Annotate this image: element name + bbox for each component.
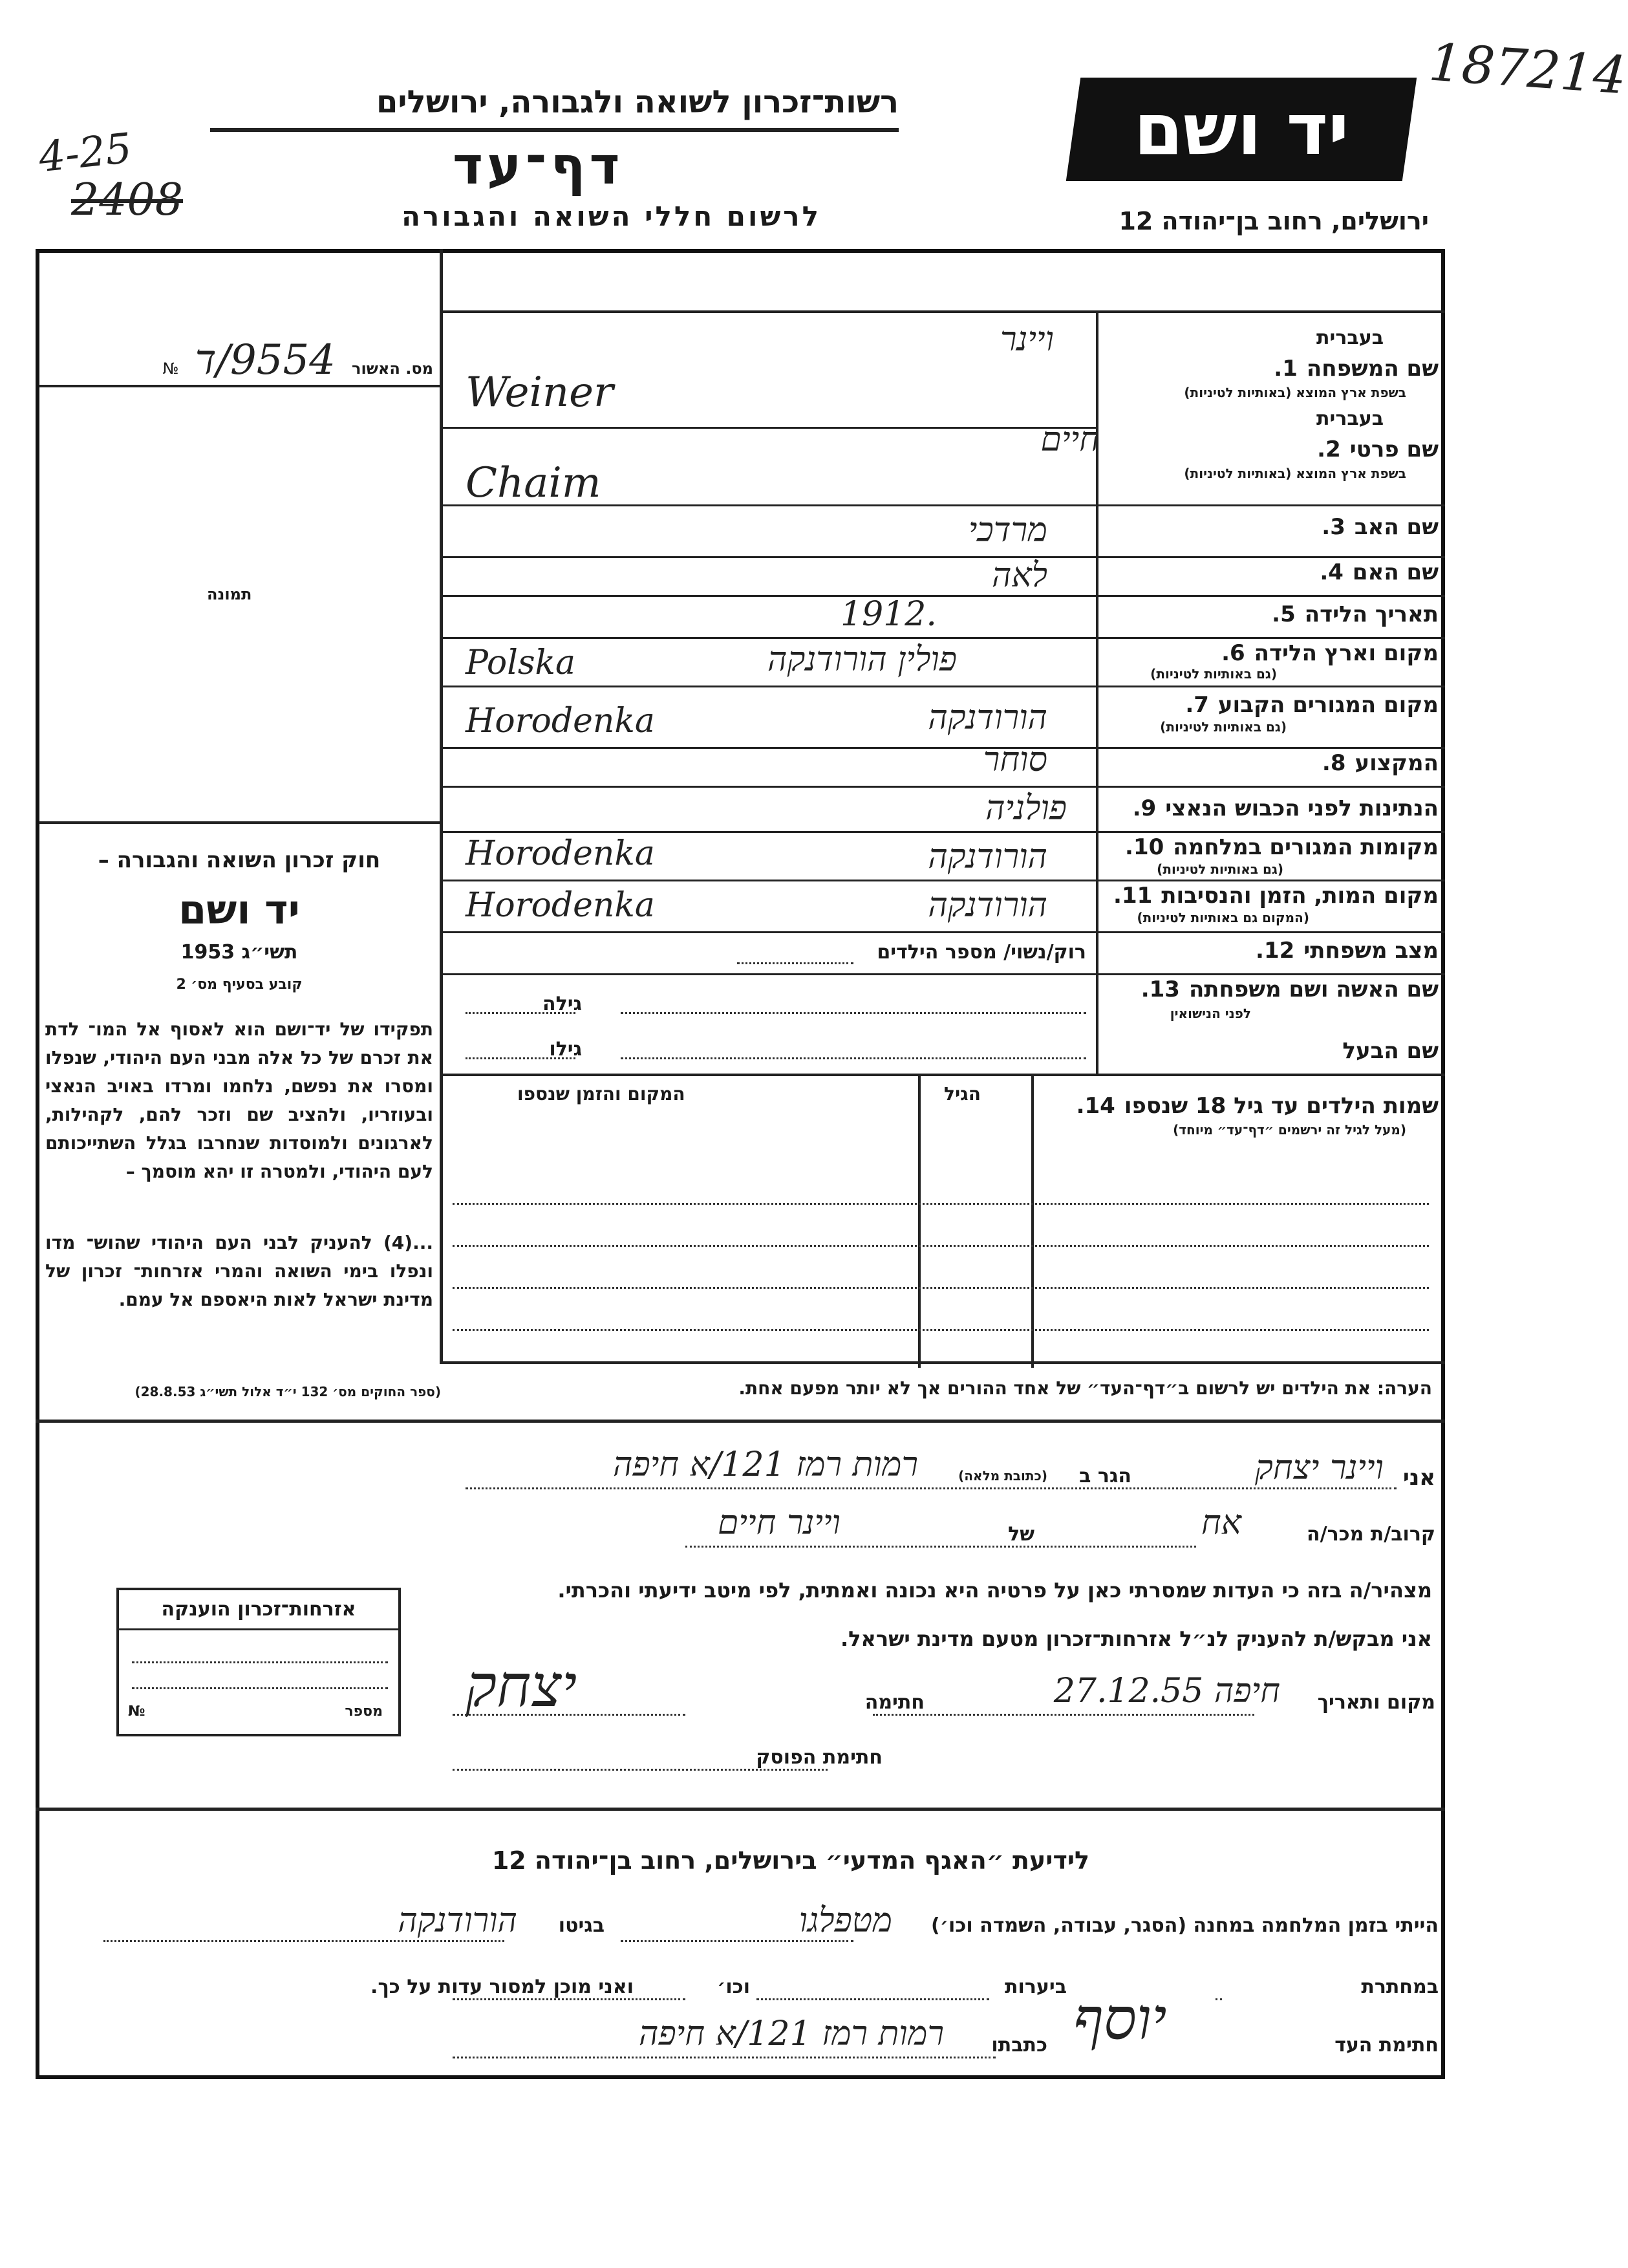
field-3-label: שם האב3. — [1322, 514, 1439, 540]
field-2-num: 2. — [1317, 437, 1341, 462]
field-12-value-label: רוק/נשוי/ מספר הילדים — [877, 941, 1086, 964]
field-2-heb-value: חיים — [1040, 420, 1099, 459]
law-text-2: ...(4) להעניק לבני העם היהודי שהוש־ מדו ונפלו בימי השואה והמרי אזרחות־ זכרון של מדינת ישראל לאות היאספם אל עמם. — [45, 1232, 433, 1310]
children-row — [453, 1287, 1429, 1289]
forests-label: ביערות — [1005, 1976, 1067, 1998]
law-clause: קובע בסעיף מס׳ 2 — [176, 977, 303, 993]
field-1-heb-value: ויינר — [1000, 320, 1054, 359]
camp-line — [621, 1940, 853, 1942]
underground-label: במחתרת — [1361, 1976, 1439, 1998]
law-title: חוק זכרון השואה והגבורה – — [98, 847, 381, 873]
field-7-sub: (גם באותיות לטיניות) — [1160, 719, 1287, 735]
field-1-heb-tag: בעברית — [1316, 327, 1384, 349]
law-name: יד ושם — [178, 886, 300, 933]
children-row — [453, 1245, 1429, 1247]
declarant-line — [466, 1487, 1397, 1489]
citizenship-line — [132, 1687, 388, 1689]
husband-age-label: גילו — [549, 1038, 582, 1061]
field-10-latin-value: Horodenka — [466, 834, 655, 873]
field-10-sub: (גם באותיות לטיניות) — [1157, 861, 1283, 877]
row-line — [440, 1074, 1445, 1076]
row-line — [440, 973, 1445, 975]
field-7-latin-value: Horodenka — [466, 702, 655, 740]
field-13-num: 13. — [1141, 977, 1180, 1002]
row-line — [440, 880, 1445, 881]
logo — [1066, 78, 1417, 181]
row-line — [440, 637, 1445, 639]
citizenship-title: אזרחות־זכרון הוענקה — [161, 1598, 356, 1621]
field-12-children-line — [737, 962, 853, 964]
forests-line — [756, 1998, 989, 2000]
citizenship-box — [116, 1588, 401, 1736]
husband-label: שם הבעל — [1342, 1038, 1439, 1064]
children-sub: (מעל לגיל זה ירשמים ״דף־עד״ מיוחד) — [1173, 1122, 1406, 1138]
place-date-label: מקום ותאריך — [1317, 1691, 1435, 1714]
law-year: תשי״ג 1953 — [180, 941, 298, 964]
address-line — [453, 2057, 996, 2058]
declaration-bottom-line — [36, 1808, 1445, 1811]
field-2-latin-value: Chaim — [466, 459, 601, 507]
field-9-label: הנתינות לפני הכבוש הנאצי9. — [1132, 795, 1439, 821]
address-label: כתבתו — [991, 2034, 1047, 2057]
form-subtitle: לרשום חללי השואה והגבורה — [402, 200, 821, 232]
field-11-latin-value: Horodenka — [466, 886, 655, 925]
field-8-label: המקצוע8. — [1322, 750, 1439, 776]
citizenship-number-label: מספר — [345, 1703, 383, 1720]
note-bottom-line — [36, 1420, 1445, 1423]
field-4-label: שם האם4. — [1320, 559, 1439, 585]
field-7-num: 7. — [1185, 692, 1209, 718]
field-10-value: הורודנקה — [928, 837, 1047, 876]
approval-no-mark: № — [162, 360, 179, 378]
of-label: של — [1008, 1523, 1034, 1546]
place-date-line — [873, 1714, 1254, 1716]
citizenship-line — [132, 1661, 388, 1663]
corner-note-bottom: 2408 — [71, 175, 184, 226]
children-col-place: המקום והזמן שנספו — [517, 1083, 685, 1105]
corner-note-top: 4-25 — [36, 124, 134, 182]
statement-1: מצהיר/ה בזה כי העדות שמסרתי כאן על פרטיה היא נכונה ואמתית, לפי מיטב ידיעתי והכרתי. — [557, 1578, 1432, 1603]
field-11-label: מקום המות, הזמן והנסיבות11. — [1113, 883, 1439, 909]
resident-label: הגר ב — [1079, 1465, 1131, 1487]
field-1-num: 1. — [1274, 356, 1298, 382]
signature-line — [453, 1714, 685, 1716]
ghetto-line — [103, 1940, 504, 1942]
field-6-label: מקום וארץ הלידה6. — [1221, 640, 1439, 666]
field-11-num: 11. — [1113, 883, 1153, 909]
camp-value: מטפלגו — [798, 1901, 892, 1940]
row-line — [440, 831, 1445, 833]
field-11-sub: (המקום גם באותיות לטיניות) — [1137, 910, 1309, 925]
row-line — [440, 747, 1445, 749]
declaration-ani-label: אני — [1402, 1465, 1435, 1491]
relative-label: קרוב/ת מכר/ה — [1307, 1523, 1435, 1546]
field-9-num: 9. — [1132, 795, 1157, 821]
was-label: הייתי בזמן המלחמה במחנה (הסגר, עבודה, השמדה וכו׳) — [931, 1914, 1439, 1937]
row-line — [440, 595, 1445, 597]
field-6-num: 6. — [1221, 640, 1245, 666]
field-7-value: הורודנקה — [928, 698, 1047, 737]
note: הערה: את הילדים יש לרשום ב״דף־העד״ של אחד ההורים אך לא יותר מפעם אחת. — [738, 1377, 1432, 1399]
address: ירושלים, רחוב בן־יהודה 12 — [1119, 207, 1429, 235]
husband-age-line — [466, 1057, 575, 1059]
field-4-value: לאה — [992, 556, 1047, 595]
underground-line — [1216, 1998, 1222, 2000]
field-6-latin-value: Polska — [466, 643, 576, 682]
children-col-age: הגיל — [944, 1083, 981, 1105]
field-8-num: 8. — [1322, 750, 1346, 776]
children-label: שמות הילדים עד גיל 18 שנספו14. — [1076, 1093, 1439, 1119]
archive-number: 187214 — [1427, 32, 1628, 106]
place-date-value: חיפה 27.12.55 — [1053, 1672, 1280, 1711]
statement-2: אני מבקש/ת להעניק לנ״ל אזרחות־זכרון מטעם מדינת ישראל. — [841, 1626, 1432, 1651]
approval-label: מס. האשור — [352, 360, 433, 378]
signature-value: יצחק — [466, 1652, 577, 1720]
husband-name-line — [621, 1057, 1086, 1059]
children-num: 14. — [1076, 1093, 1115, 1119]
ghetto-value: הורודנקה — [398, 1901, 517, 1940]
law-text-1: תפקידו של יד־ושם הוא לאסוף אל המו־ לדת את זכרם של כל אלה מבני העם היהודי, שנפלו ומסרו את נפשם, נלחמו ומרדו באויב הנאצי ובעוזריו, ולהציב שם וזכר להם, לקהילות, לארגונים ולמוסדות שנחרבו בגלל השתייכותם לעם היהודי, ולמטרה זו יהא מוסמך – — [45, 1019, 433, 1182]
authority-underline — [210, 128, 899, 132]
children-bottom-line — [440, 1361, 1445, 1364]
children-row — [453, 1329, 1429, 1331]
field-12-label: מצב משפחתי12. — [1256, 938, 1439, 964]
declarant-name: ויינר יצחק — [1254, 1449, 1384, 1487]
field-7-label: מקום המגורים הקבוע7. — [1185, 692, 1439, 718]
ghetto-label: בגיטו — [558, 1914, 605, 1937]
approval-row — [45, 336, 433, 384]
row-line — [440, 427, 1096, 429]
field-10-label: מקומות המגורים במלחמה10. — [1125, 834, 1439, 860]
approval-line — [39, 385, 440, 387]
children-row — [453, 1203, 1429, 1205]
field-12-num: 12. — [1256, 938, 1295, 964]
field-1-latin-value: Weiner — [466, 369, 614, 416]
row-line — [440, 556, 1445, 558]
photo-bottom-line — [39, 821, 440, 824]
relation-of: ויינר חיים — [717, 1504, 841, 1542]
field-9-value: פולניה — [985, 789, 1067, 828]
relation: אח — [1201, 1504, 1241, 1542]
field-13-label: שם האשה ושם משפחתה13. — [1141, 977, 1439, 1002]
signature-label: חתימה — [864, 1691, 925, 1714]
citizenship-number-mark: № — [128, 1703, 145, 1720]
field-5-label: תאריך הלידה5. — [1272, 601, 1439, 627]
row-line — [440, 786, 1445, 788]
field-2-sub: בשפת ארץ המוצא (באותיות לטיניות) — [1184, 466, 1406, 481]
approval-number: 9554/ד — [195, 336, 336, 384]
ready-label: ואני מוכן למסור עדות על כך. — [370, 1976, 634, 1998]
field-13-name-line — [621, 1012, 1086, 1014]
photo-label: תמונה — [207, 585, 252, 603]
address-note: (כתובת מלאה) — [958, 1468, 1047, 1484]
field-3-num: 3. — [1322, 514, 1345, 540]
authority-title: רשות־זכרון לשואה ולגבורה, ירושלים — [376, 84, 899, 120]
row-line — [440, 931, 1445, 933]
children-age-divider — [918, 1074, 921, 1368]
etc-line — [453, 1998, 685, 2000]
etc-label: וכו׳ — [717, 1976, 750, 1998]
children-name-divider — [1031, 1074, 1034, 1368]
official-signature-line — [453, 1769, 828, 1771]
field-8-value: סוחר — [983, 740, 1047, 779]
citizenship-divider — [119, 1628, 398, 1630]
field-4-num: 4. — [1320, 559, 1344, 585]
field-2-label: שם פרטי2. — [1317, 437, 1439, 462]
logo-text: יד ושם — [1133, 88, 1349, 171]
form-title: דף־עד — [453, 136, 624, 196]
field-11-value: הורודנקה — [928, 886, 1047, 925]
field-5-num: 5. — [1272, 601, 1296, 627]
field-13-sub: לפני הנישואין — [1170, 1006, 1251, 1021]
declarant-address: רמות רמז 121/א חיפה — [613, 1445, 918, 1484]
bottom-title: לידיעת ״האגף המדעי״ בירושלים, רחוב בן־יהודה 12 — [491, 1846, 1089, 1875]
field-6-value: פולין הורודנקה — [767, 640, 957, 679]
field-1-label: שם המשפחה1. — [1274, 356, 1439, 382]
witness-sig-value: יוסף — [1073, 1985, 1167, 2053]
field-3-value: מרדכי — [968, 511, 1047, 550]
row-line — [440, 686, 1445, 687]
official-signature-label: חתימת הפוסק — [756, 1746, 883, 1769]
left-column-divider — [440, 249, 443, 1361]
relation-line — [685, 1546, 1196, 1548]
field-13-age-label: גילה — [542, 993, 582, 1015]
witness-sig-label: חתימת העד — [1334, 2034, 1439, 2057]
top-row-line — [440, 310, 1445, 313]
address-value: רמות רמז 121/א חיפה — [639, 2014, 944, 2053]
field-13-age-line — [466, 1012, 575, 1014]
field-6-sub: (גם באותיות לטיניות) — [1150, 666, 1277, 682]
field-10-num: 10. — [1125, 834, 1164, 860]
field-2-heb-tag: בעברית — [1316, 407, 1384, 430]
field-5-value: 1912. — [841, 595, 937, 634]
field-1-sub: בשפת ארץ המוצא (באותיות לטיניות) — [1184, 385, 1406, 400]
law-source: (ספר החוקים מס׳ 132 י״ד אלול תשי״ג 28.8.53) — [134, 1384, 441, 1399]
